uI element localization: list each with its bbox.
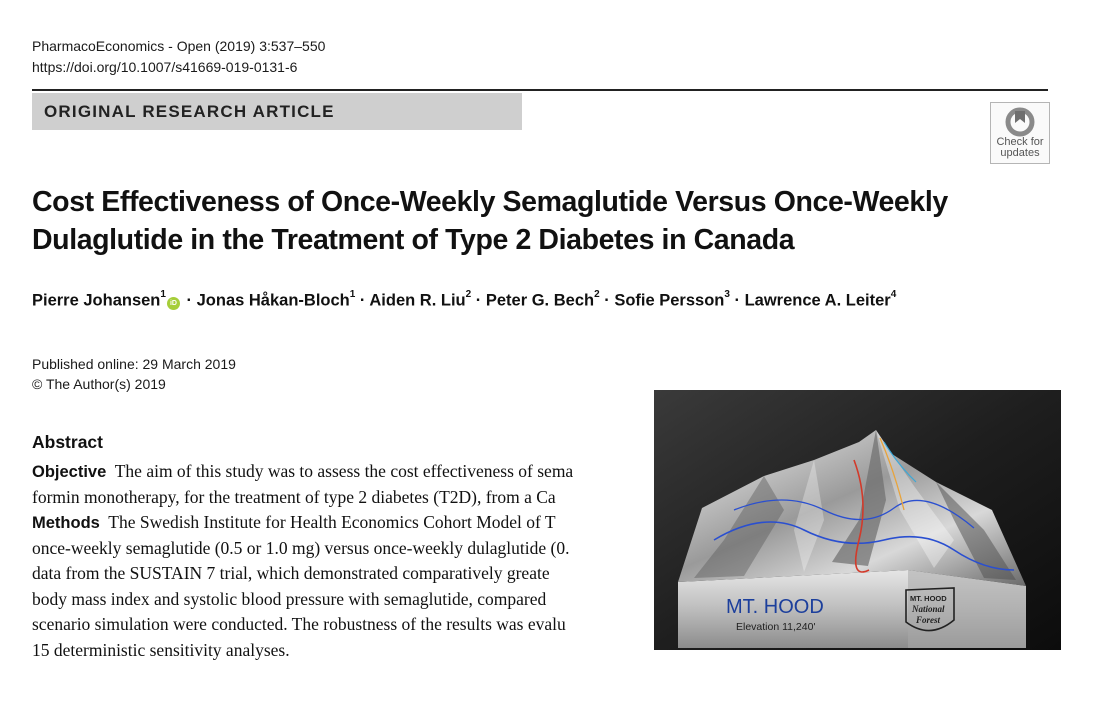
author-name[interactable]: Pierre Johansen	[32, 291, 161, 310]
section-label-bar	[32, 93, 522, 130]
abstract-line: Methods The Swedish Institute for Health Economics Cohort Model of T	[32, 512, 556, 532]
abstract-line: body mass index and systolic blood pressure with semaglutide, compared	[32, 588, 547, 609]
author-affiliation: 4	[890, 289, 897, 300]
publication-info	[32, 354, 236, 394]
author-name[interactable]: Peter G. Bech	[485, 291, 595, 310]
author-separator: ·	[355, 291, 370, 310]
author-affiliation: 2	[594, 289, 600, 300]
abstract-line: once-weekly semaglutide (0.5 or 1.0 mg) versus once-weekly dulaglutide (0.	[32, 537, 570, 558]
author-name[interactable]: Aiden R. Liu	[369, 291, 466, 310]
title-line-1: Cost Effectiveness of Once-Weekly Semaglutide Versus Once-Weekly	[32, 186, 948, 218]
section-label: ORIGINAL RESEARCH ARTICLE	[44, 102, 335, 121]
journal-header	[32, 36, 325, 78]
header-rule	[32, 89, 1048, 91]
abstract-body	[32, 459, 652, 663]
objective-label: Objective	[32, 463, 107, 481]
abstract-line: 15 deterministic sensitivity analyses.	[32, 639, 290, 660]
abstract-line: formin monotherapy, for the treatment of type 2 diabetes (T2D), from a Ca	[32, 486, 556, 507]
plaque-elevation: Elevation 11,240'	[736, 621, 816, 633]
author-name[interactable]: Sofie Persson	[614, 291, 725, 310]
orcid-icon[interactable]: iD	[167, 297, 180, 310]
author-affiliation: 2	[465, 289, 472, 300]
author-separator: ·	[181, 291, 197, 310]
author-separator: ·	[729, 291, 745, 310]
author-name[interactable]: Lawrence A. Leiter	[744, 291, 891, 310]
author-affiliation: 3	[724, 289, 730, 300]
check-for-updates-button[interactable]	[990, 102, 1050, 164]
doi-link[interactable]: https://doi.org/10.1007/s41669-019-0131-6	[32, 59, 298, 75]
author-affiliation: 1	[160, 289, 166, 300]
svg-text:Forest: Forest	[916, 615, 941, 625]
author-separator: ·	[599, 291, 615, 310]
published-date: Published online: 29 March 2019	[32, 356, 236, 372]
check-updates-line1: Check for	[996, 136, 1044, 148]
author-affiliation: 1	[349, 289, 356, 300]
abstract-line: scenario simulation were conducted. The robustness of the results was evalu	[32, 614, 566, 634]
plaque-title: MT. HOOD	[726, 596, 824, 618]
methods-label: Methods	[32, 514, 100, 532]
author-separator: ·	[471, 291, 486, 310]
abstract-heading: Abstract	[32, 432, 103, 452]
svg-text:MT. HOOD: MT. HOOD	[910, 594, 947, 603]
journal-citation: PharmacoEconomics - Open (2019) 3:537–550	[32, 38, 326, 54]
mountain-model-illustration	[654, 390, 1061, 650]
author-list	[32, 291, 896, 311]
svg-text:National: National	[912, 604, 945, 614]
article-title	[32, 183, 992, 259]
abstract-line: Objective The aim of this study was to assess the cost effectiveness of sema	[32, 461, 574, 481]
author-name[interactable]: Jonas Håkan-Bloch	[196, 291, 350, 310]
title-line-2: Dulaglutide in the Treatment of Type 2 Diabetes in Canada	[32, 224, 795, 256]
mt-hood-model-photo	[654, 390, 1061, 650]
copyright: © The Author(s) 2019	[32, 376, 166, 392]
abstract-line: data from the SUSTAIN 7 trial, which demonstrated comparatively greate	[32, 563, 550, 583]
check-updates-line2: updates	[1000, 147, 1040, 159]
crossmark-icon	[1004, 107, 1036, 137]
